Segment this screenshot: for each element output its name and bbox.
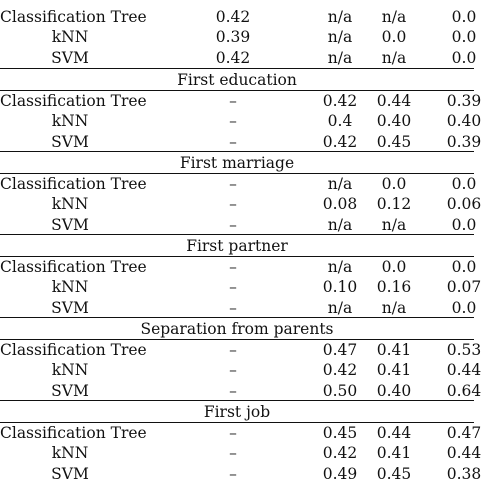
table-row [0, 360, 482, 380]
value-cell: n/a [381, 215, 407, 234]
value-cell: 0.53 [446, 341, 482, 359]
value-cell: 0.45 [376, 132, 412, 151]
value-cell: n/a [381, 8, 407, 26]
value-cell: 0.0 [381, 175, 407, 193]
method-cell: kNN [51, 361, 89, 380]
method-cell: SVM [51, 215, 89, 234]
value-cell: 0.41 [376, 444, 412, 463]
value-cell: 0.64 [446, 381, 482, 400]
value-cell: n/a [327, 298, 353, 317]
method-cell: Classification Tree [0, 175, 147, 193]
value-cell: n/a [381, 298, 407, 317]
table-row [0, 298, 477, 318]
method-cell: SVM [51, 381, 89, 400]
value-cell: 0.0 [451, 28, 477, 47]
value-cell: 0.49 [322, 464, 358, 483]
value-cell: – [229, 361, 237, 380]
value-cell: 0.0 [451, 258, 477, 276]
value-cell: – [229, 424, 237, 442]
value-cell: 0.47 [322, 341, 358, 359]
method-cell: Classification Tree [0, 8, 147, 26]
value-cell: – [229, 92, 237, 110]
value-cell: 0.0 [451, 175, 477, 193]
section-header: Separation from parents [140, 320, 334, 338]
value-cell: 0.0 [381, 28, 407, 47]
method-cell: SVM [51, 298, 89, 317]
method-cell: kNN [51, 195, 89, 214]
table-row [0, 132, 482, 152]
method-cell: kNN [51, 444, 89, 463]
value-cell: n/a [327, 175, 353, 193]
value-cell: 0.44 [376, 92, 412, 110]
value-cell: 0.45 [322, 424, 358, 442]
value-cell: 0.0 [381, 258, 407, 276]
value-cell: 0.0 [451, 298, 477, 317]
value-cell: 0.39 [215, 28, 251, 47]
value-cell: 0.39 [446, 92, 482, 110]
method-cell: SVM [51, 132, 89, 151]
method-cell: Classification Tree [0, 341, 147, 359]
table-row [0, 423, 482, 443]
section-rule [0, 234, 474, 235]
value-cell: 0.41 [376, 341, 412, 359]
value-cell: 0.06 [446, 195, 482, 214]
value-cell: n/a [327, 258, 353, 276]
value-cell: – [229, 258, 237, 276]
value-cell: 0.10 [322, 278, 358, 297]
value-cell: 0.44 [376, 424, 412, 442]
section-rule [0, 400, 474, 401]
value-cell: – [229, 381, 237, 400]
value-cell: n/a [327, 8, 353, 26]
table-row [0, 443, 482, 463]
section-rule [0, 151, 474, 152]
value-cell: 0.44 [446, 444, 482, 463]
method-cell: SVM [51, 48, 89, 67]
value-cell: 0.42 [322, 92, 358, 110]
method-cell: kNN [51, 28, 89, 47]
table-row [0, 340, 482, 360]
section-header: First job [203, 403, 271, 421]
value-cell: – [229, 132, 237, 151]
value-cell: 0.40 [376, 381, 412, 400]
value-cell: 0.08 [322, 195, 358, 214]
value-cell: 0.44 [446, 361, 482, 380]
value-cell: 0.0 [451, 8, 477, 26]
value-cell: n/a [381, 48, 407, 67]
value-cell: – [229, 195, 237, 214]
value-cell: 0.47 [446, 424, 482, 442]
value-cell: 0.12 [376, 195, 412, 214]
table-row [0, 215, 477, 235]
value-cell: 0.38 [446, 464, 482, 483]
value-cell: 0.39 [446, 132, 482, 151]
value-cell: 0.0 [451, 215, 477, 234]
value-cell: 0.41 [376, 361, 412, 380]
method-cell: Classification Tree [0, 92, 147, 110]
table-row [0, 7, 477, 27]
section-rule [0, 68, 474, 69]
method-cell: kNN [51, 112, 89, 131]
value-cell: – [229, 215, 237, 234]
value-cell: – [229, 112, 237, 131]
value-cell: 0.40 [446, 112, 482, 131]
value-cell: 0.0 [451, 48, 477, 67]
value-cell: – [229, 175, 237, 193]
value-cell: 0.42 [322, 132, 358, 151]
value-cell: 0.42 [215, 8, 251, 26]
method-cell: kNN [51, 278, 89, 297]
value-cell: 0.16 [376, 278, 412, 297]
table-row [0, 381, 482, 401]
section-rule [0, 317, 474, 318]
value-cell: 0.42 [322, 444, 358, 463]
table-row [0, 194, 482, 214]
table-row [0, 48, 477, 68]
table-row [0, 464, 482, 484]
section-header: First marriage [179, 154, 295, 172]
value-cell: 0.4 [327, 112, 353, 131]
value-cell: n/a [327, 48, 353, 67]
value-cell: – [229, 464, 237, 483]
value-cell: 0.07 [446, 278, 482, 297]
section-header: First partner [186, 237, 288, 255]
method-cell: Classification Tree [0, 258, 147, 276]
value-cell: 0.42 [215, 48, 251, 67]
value-cell: 0.42 [322, 361, 358, 380]
table-row [0, 277, 482, 297]
method-cell: Classification Tree [0, 424, 147, 442]
value-cell: 0.40 [376, 112, 412, 131]
table-row [0, 91, 482, 111]
section-header: First education [177, 71, 297, 89]
value-cell: n/a [327, 28, 353, 47]
table-row [0, 174, 477, 194]
value-cell: 0.45 [376, 464, 412, 483]
table-row [0, 257, 477, 277]
value-cell: – [229, 298, 237, 317]
value-cell: – [229, 278, 237, 297]
value-cell: n/a [327, 215, 353, 234]
table-row [0, 111, 482, 131]
method-cell: SVM [51, 464, 89, 483]
value-cell: – [229, 444, 237, 463]
value-cell: 0.50 [322, 381, 358, 400]
value-cell: – [229, 341, 237, 359]
table-row [0, 27, 477, 47]
